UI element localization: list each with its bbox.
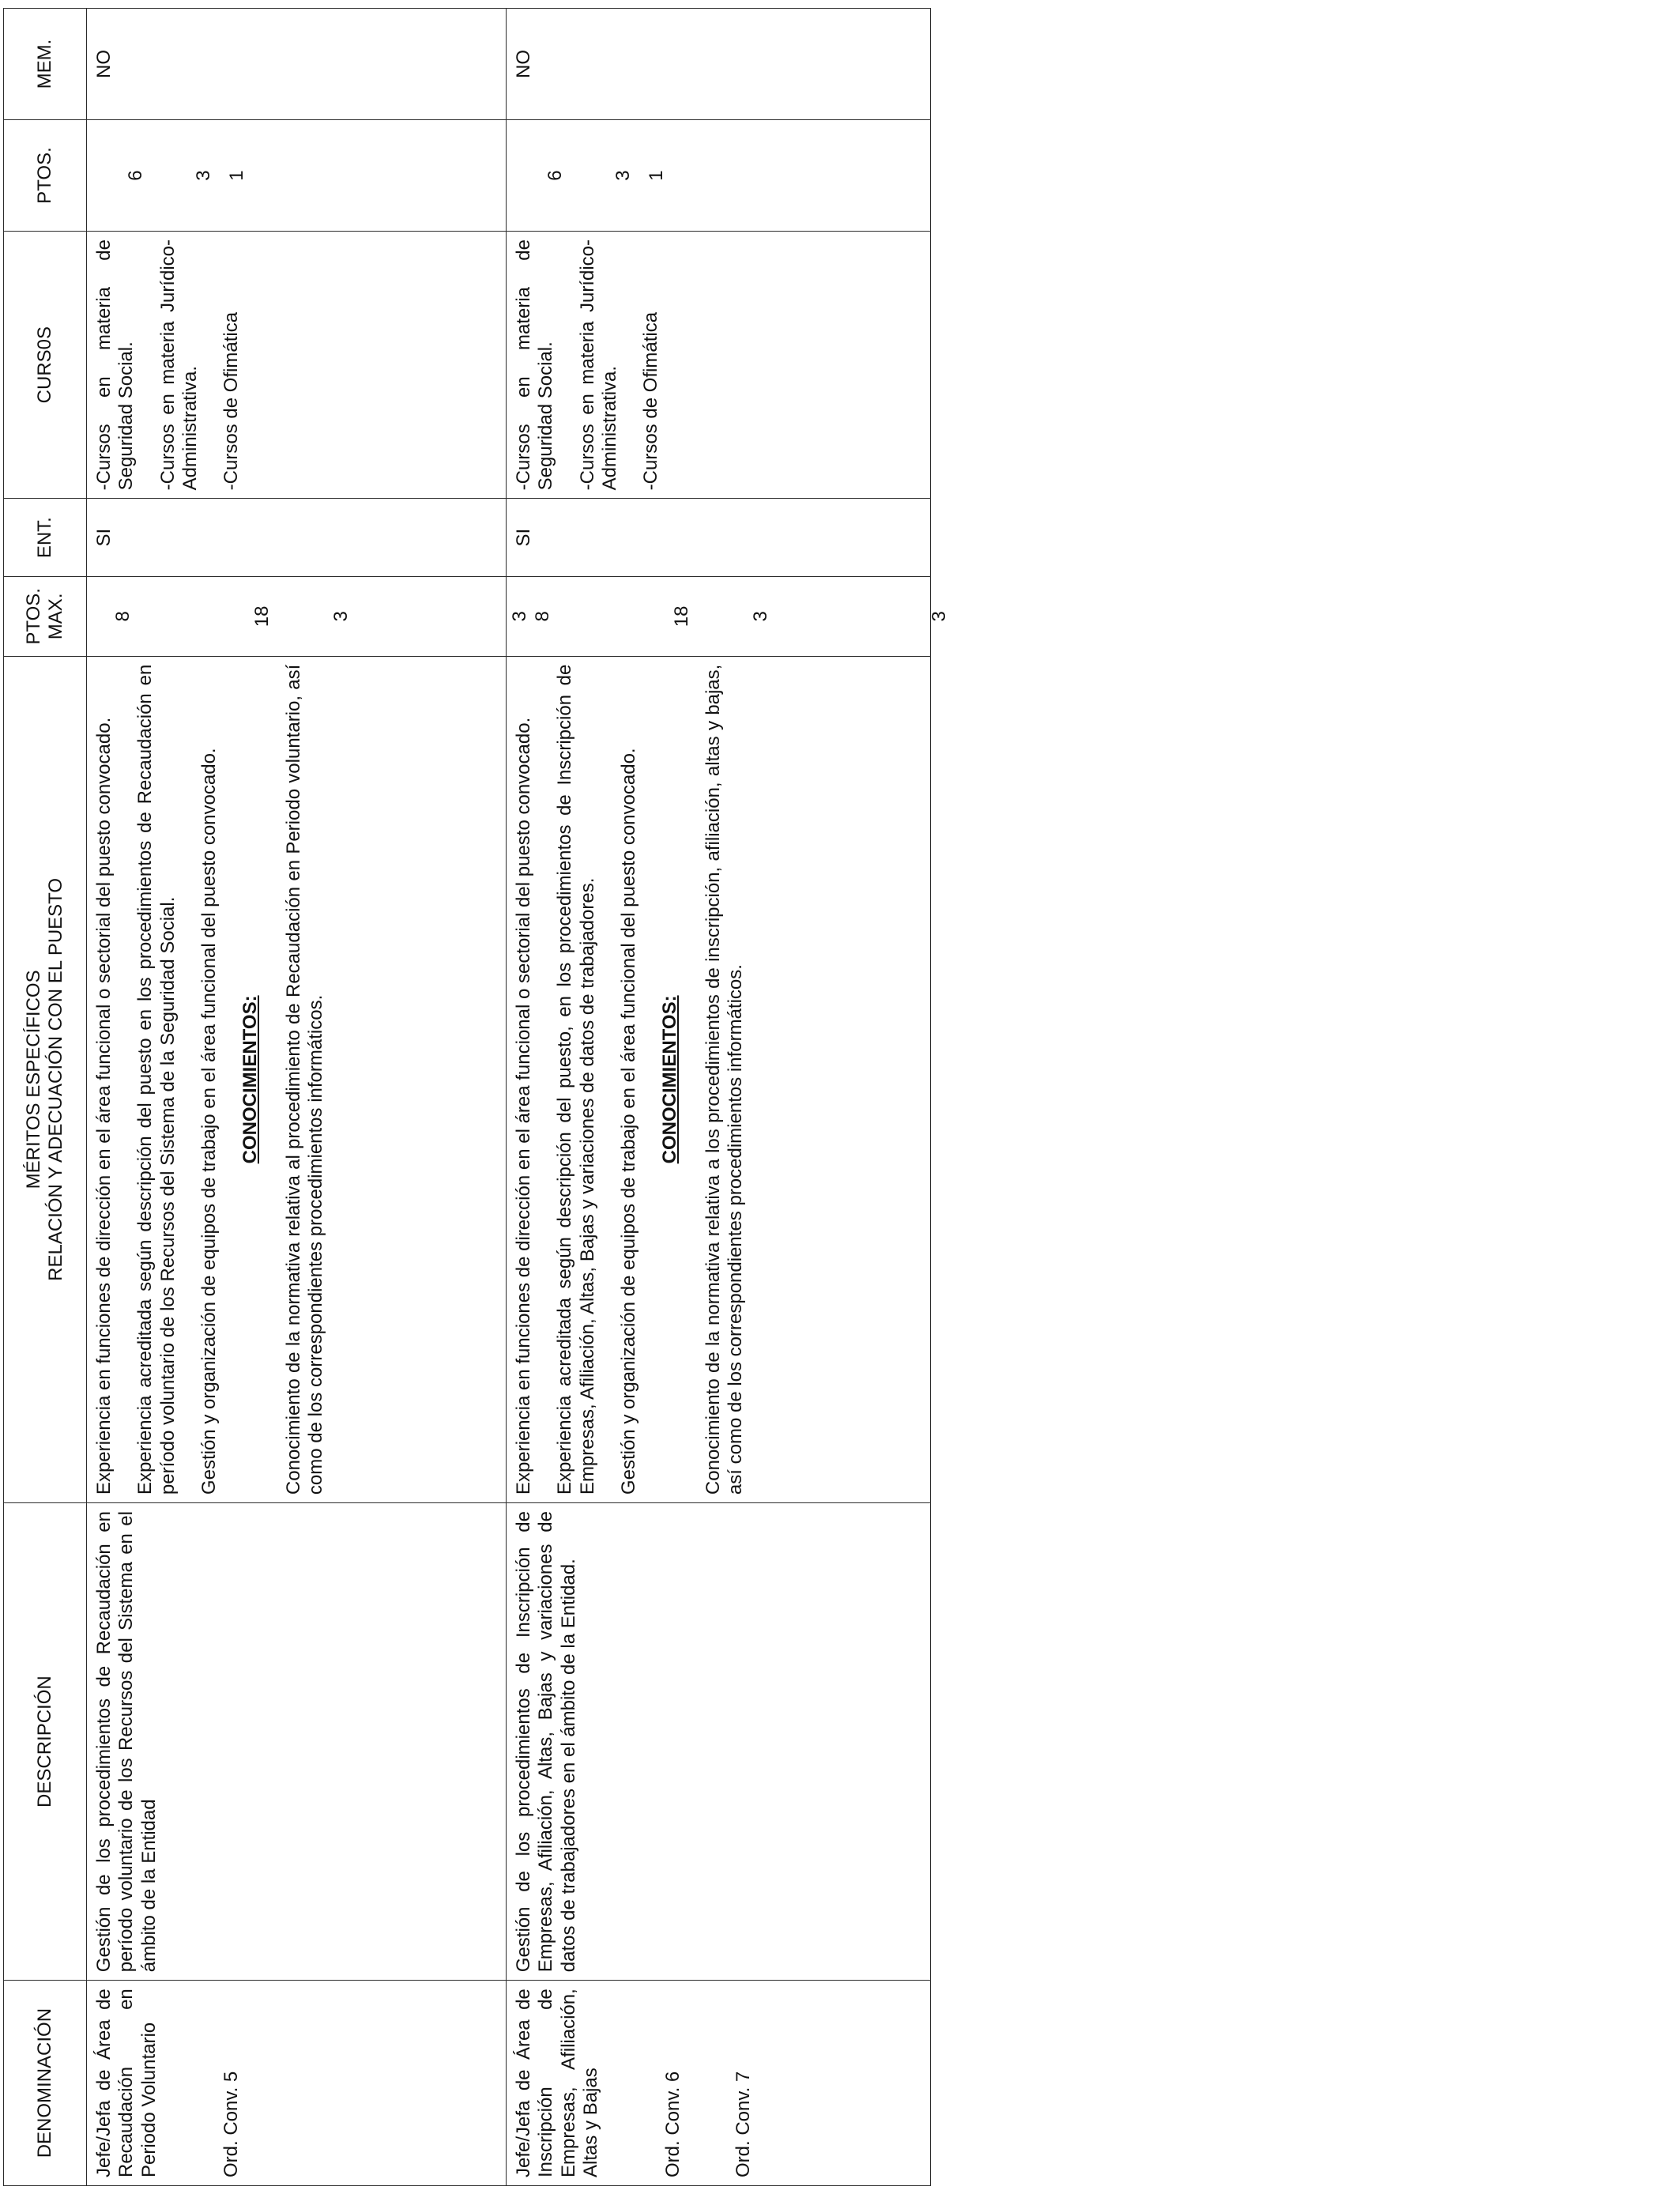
ptos-max-value: 3 [509, 611, 530, 622]
curso-item: -Cursos en materia Jurídico-Administrativa. [156, 239, 201, 491]
header-denominacion: DENOMINACIÓN [4, 1981, 87, 2186]
descripcion-text: Gestión de los procedimientos de Inscripción de Empresas, Afiliación, Altas, Bajas y variaciones de datos de trabajadores en el ámbito de la Entidad. [513, 1511, 579, 1973]
mem-value: NO [93, 50, 115, 79]
ptos-max-value: 3 [750, 611, 771, 622]
merito-item: Experiencia en funciones de dirección en el área funcional o sectorial del puesto convocado. [93, 717, 115, 1495]
curso-item: -Cursos de Ofimática [220, 311, 243, 491]
conocimientos-title: CONOCIMIENTOS: [659, 995, 681, 1164]
ptos-value: 3 [612, 170, 634, 181]
header-meritos-line2: RELACIÓN Y ADECUACIÓN CON EL PUESTO [45, 877, 66, 1281]
header-cursos: CURS0S [4, 232, 87, 499]
merito-item: Experiencia acreditada según descripción del puesto, en los procedimientos de Inscripción de Empresas, Afiliación, Altas, Bajas y variaciones de datos de trabajadores. [554, 664, 598, 1495]
conocimientos-title: CONOCIMIENTOS: [239, 995, 262, 1164]
header-ptos: PTOS. [4, 120, 87, 232]
ptos-max-value: 18 [671, 605, 692, 628]
ptos-max-value: 8 [532, 611, 553, 622]
header-ptos-max-line1: PTOS. [22, 588, 44, 645]
ord-conv-label: Ord. Conv. 6 [662, 2071, 684, 2177]
ptos-value: 1 [646, 170, 667, 181]
ptos-value: 6 [544, 170, 566, 181]
ent-value: SI [513, 528, 534, 547]
denominacion-text: Jefe/Jefa de Área de Inscripción de Empresas, Afiliación, Altas y Bajas [513, 1989, 601, 2177]
denominacion-text: Jefe/Jefa de Área de Recaudación en Periodo Voluntario [93, 1989, 160, 2177]
ptos-value: 6 [125, 170, 146, 181]
header-mem: MEM. [4, 9, 87, 120]
ptos-max-value: 3 [929, 611, 950, 622]
conocimientos-text: Conocimiento de la normativa relativa al procedimiento de Recaudación en Periodo voluntario, así como de los correspondientes procedimientos informáticos. [282, 664, 326, 1495]
curso-item: -Cursos en materia Jurídico-Administrativa. [576, 239, 620, 491]
header-meritos-line1: MÉRITOS ESPECÍFICOS [22, 970, 44, 1189]
merito-item: Gestión y organización de equipos de trabajo en el área funcional del puesto convocado. [198, 748, 220, 1495]
ent-value: SI [93, 528, 115, 547]
curso-item: -Cursos de Ofimática [640, 311, 662, 491]
mem-value: NO [513, 50, 534, 79]
header-ptos-max-line2: MAX. [45, 593, 66, 640]
ord-conv-label: Ord. Conv. 7 [732, 2071, 754, 2177]
header-ent: ENT. [4, 499, 87, 577]
curso-item: -Cursos en materia de Seguridad Social. [513, 239, 557, 491]
ptos-max-value: 18 [251, 605, 273, 628]
merito-item: Experiencia acreditada según descripción del puesto en los procedimientos de Recaudación en período voluntario de los Recursos del Sistema de la Seguridad Social. [134, 664, 179, 1495]
merito-item: Gestión y organización de equipos de trabajo en el área funcional del puesto convocado. [617, 748, 639, 1495]
ptos-max-value: 3 [330, 611, 352, 622]
ord-conv-label: Ord. Conv. 5 [220, 2071, 242, 2177]
curso-item: -Cursos en materia de Seguridad Social. [93, 239, 137, 491]
merito-item: Experiencia en funciones de dirección en el área funcional o sectorial del puesto convocado. [513, 717, 534, 1495]
ptos-value: 3 [193, 170, 214, 181]
header-descripcion: DESCRIPCIÓN [4, 1503, 87, 1981]
ptos-value: 1 [226, 170, 247, 181]
descripcion-text: Gestión de los procedimientos de Recaudación en período voluntario de los Recursos del Sistema en el ámbito de la Entidad [93, 1511, 160, 1973]
conocimientos-text: Conocimiento de la normativa relativa a los procedimientos de inscripción, afiliación, altas y bajas, así como de los correspondientes procedimientos informáticos. [702, 664, 746, 1495]
ptos-max-value: 8 [112, 611, 134, 622]
